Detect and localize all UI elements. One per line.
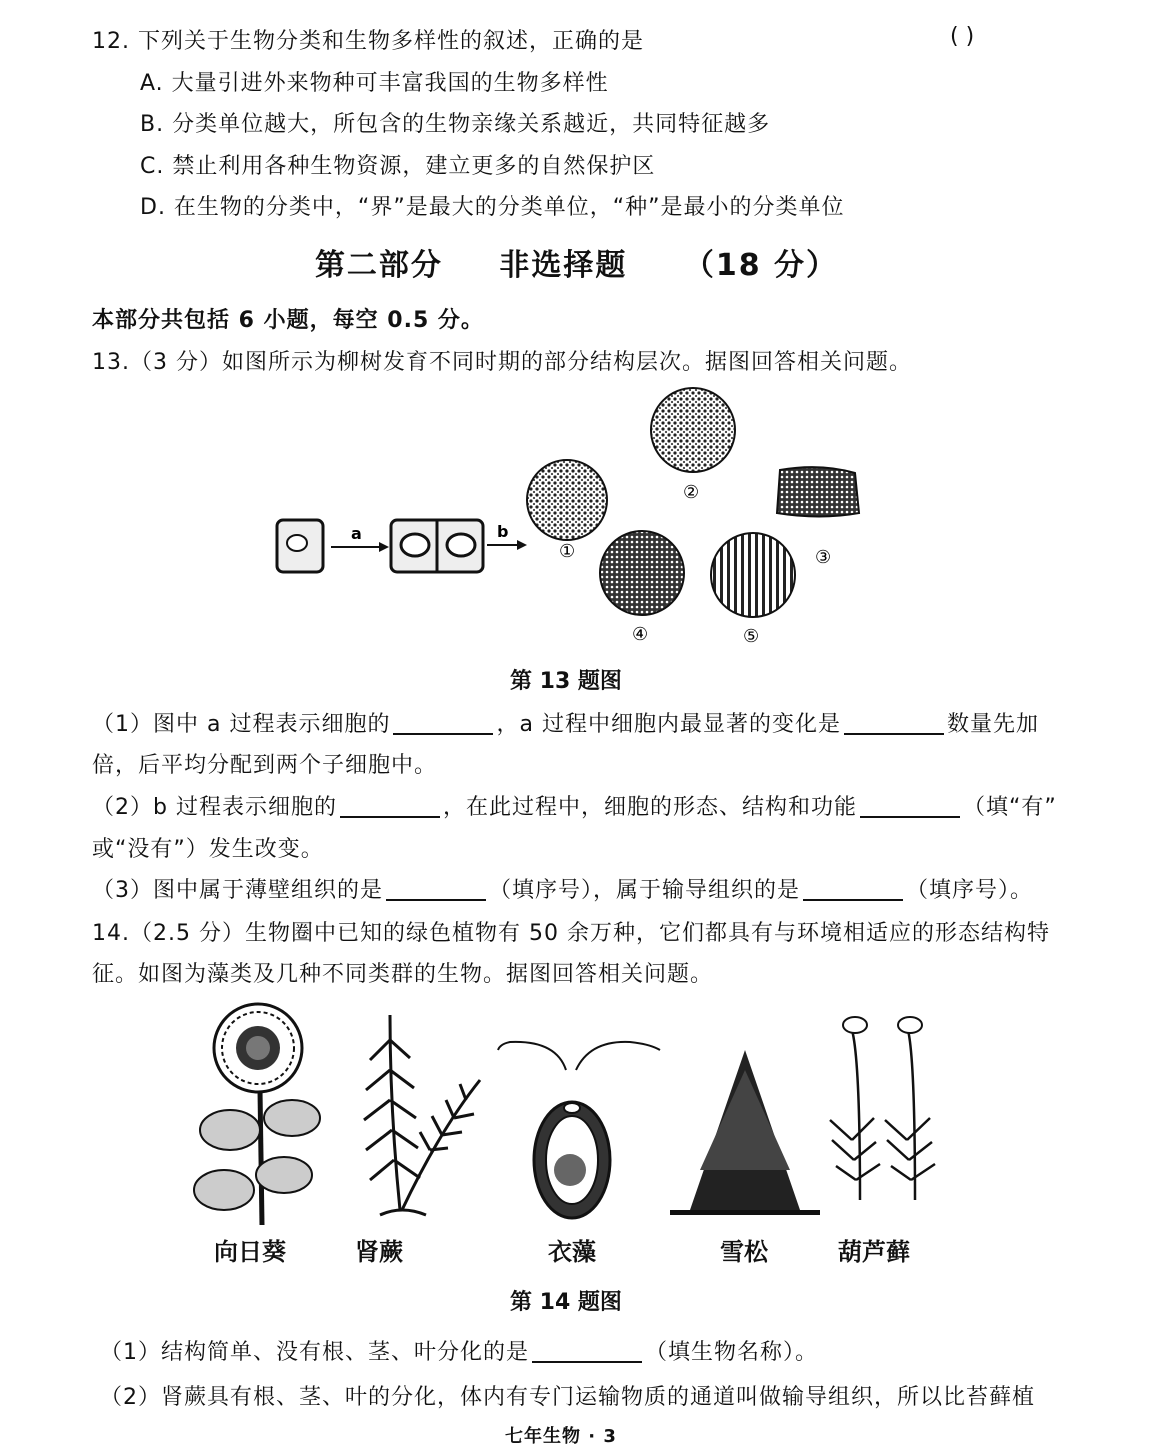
- q13-p1-text-c: 数量先加: [946, 712, 1039, 737]
- answer-paren: ( ): [950, 24, 975, 49]
- q14-p1-text-a: （1）结构简单、没有根、茎、叶分化的是: [100, 1340, 529, 1365]
- sunflower-illustration: [194, 1004, 320, 1225]
- q13-p2-text-a: （2）b 过程表示细胞的: [92, 795, 337, 820]
- q13-part3: [92, 873, 1033, 904]
- plant-label-sunflower: 向日葵: [214, 1238, 286, 1266]
- q14-p1-blank: [532, 1341, 642, 1363]
- plant-label-cedar: 雪松: [720, 1238, 768, 1266]
- q14-part2: （2）肾蕨具有根、茎、叶的分化，体内有专门运输物质的通道叫做输导组织，所以比苔藓植: [100, 1385, 1036, 1410]
- q13-part2-line2: 或“没有”）发生改变。: [92, 837, 324, 862]
- q12-stem: 12. 下列关于生物分类和生物多样性的叙述，正确的是: [92, 29, 644, 54]
- q13-p3-text-c: （填序号）。: [906, 878, 1034, 903]
- plant-label-moss: 葫芦藓: [838, 1238, 910, 1266]
- section-part: 第二部分: [314, 248, 443, 283]
- plant-label-fern: 肾蕨: [355, 1238, 403, 1266]
- tissue-3-number: ③: [815, 547, 832, 568]
- tissue-1: [527, 460, 607, 540]
- q13-p2-blank-1: [340, 796, 440, 818]
- section-title: [0, 240, 1153, 284]
- q12-option-b: B. 分类单位越大，所包含的生物亲缘关系越近，共同特征越多: [140, 112, 771, 137]
- arrow-a-label: a: [351, 524, 362, 543]
- q12-option-a: A. 大量引进外来物种可丰富我国的生物多样性: [140, 71, 609, 96]
- q13-p2-blank-2: [860, 796, 960, 818]
- section-score: （18 分）: [683, 248, 839, 283]
- q13-p2-text-b: ，在此过程中，细胞的形态、结构和功能: [442, 795, 857, 820]
- tissue-4-number: ④: [632, 624, 649, 645]
- divided-cells: [391, 520, 483, 572]
- cedar-illustration: [670, 1050, 820, 1215]
- arrow-b: [487, 522, 527, 550]
- tissue-1-number: ①: [559, 541, 576, 562]
- chlamydomonas-illustration: [498, 1042, 660, 1218]
- q13-part2-line1: [92, 790, 1057, 821]
- q13-p3-blank-1: [386, 879, 486, 901]
- q14-caption: 第 14 题图: [510, 1290, 622, 1315]
- q14-p1-text-b: （填生物名称）。: [645, 1340, 819, 1365]
- tissue-5-number: ⑤: [743, 626, 760, 647]
- tissue-2-number: ②: [683, 482, 700, 503]
- q13-caption: 第 13 题图: [510, 669, 622, 694]
- section-name: 非选择题: [499, 248, 628, 283]
- moss-illustration: [830, 1017, 935, 1200]
- tissue-4: [600, 531, 684, 615]
- tissue-2: [651, 388, 735, 472]
- q14-part1: [100, 1335, 818, 1366]
- q13-p1-text-a: （1）图中 a 过程表示细胞的: [92, 712, 391, 737]
- q13-stem: 13.（3 分）如图所示为柳树发育不同时期的部分结构层次。据图回答相关问题。: [92, 350, 912, 375]
- q13-p3-text-b: （填序号），属于输导组织的是: [489, 878, 801, 903]
- q13-figure: [265, 385, 885, 655]
- section-note: 本部分共包括 6 小题，每空 0.5 分。: [92, 308, 484, 333]
- tissue-3: [777, 467, 859, 516]
- arrow-a: [331, 524, 389, 552]
- q12-option-d: D. 在生物的分类中，“界”是最大的分类单位，“种”是最小的分类单位: [140, 195, 845, 220]
- plant-label-chlamydomonas: 衣藻: [548, 1238, 596, 1266]
- q13-p1-text-b: ，a 过程中细胞内最显著的变化是: [496, 712, 841, 737]
- arrow-b-label: b: [497, 522, 509, 541]
- q13-p3-text-a: （3）图中属于薄壁组织的是: [92, 878, 383, 903]
- q14-stem-line2: 征。如图为藻类及几种不同类群的生物。据图回答相关问题。: [92, 962, 714, 987]
- q12-option-c: C. 禁止利用各种生物资源，建立更多的自然保护区: [140, 154, 656, 179]
- q14-stem-line1: 14.（2.5 分）生物圈中已知的绿色植物有 50 余万种，它们都具有与环境相适应的形态结构特: [92, 921, 1050, 946]
- q13-p3-blank-2: [803, 879, 903, 901]
- q13-part1-line1: [92, 707, 1039, 738]
- q13-p1-blank-1: [393, 713, 493, 735]
- page-footer: 七年生物 · 3: [505, 1426, 617, 1447]
- q13-part1-line2: 倍，后平均分配到两个子细胞中。: [92, 753, 438, 778]
- tissue-5: [711, 533, 795, 617]
- q13-p2-text-c: （填“有”: [962, 795, 1057, 820]
- q13-p1-blank-2: [844, 713, 944, 735]
- q14-figure: [180, 1000, 960, 1230]
- fern-illustration: [364, 1015, 480, 1215]
- single-cell: [277, 520, 323, 572]
